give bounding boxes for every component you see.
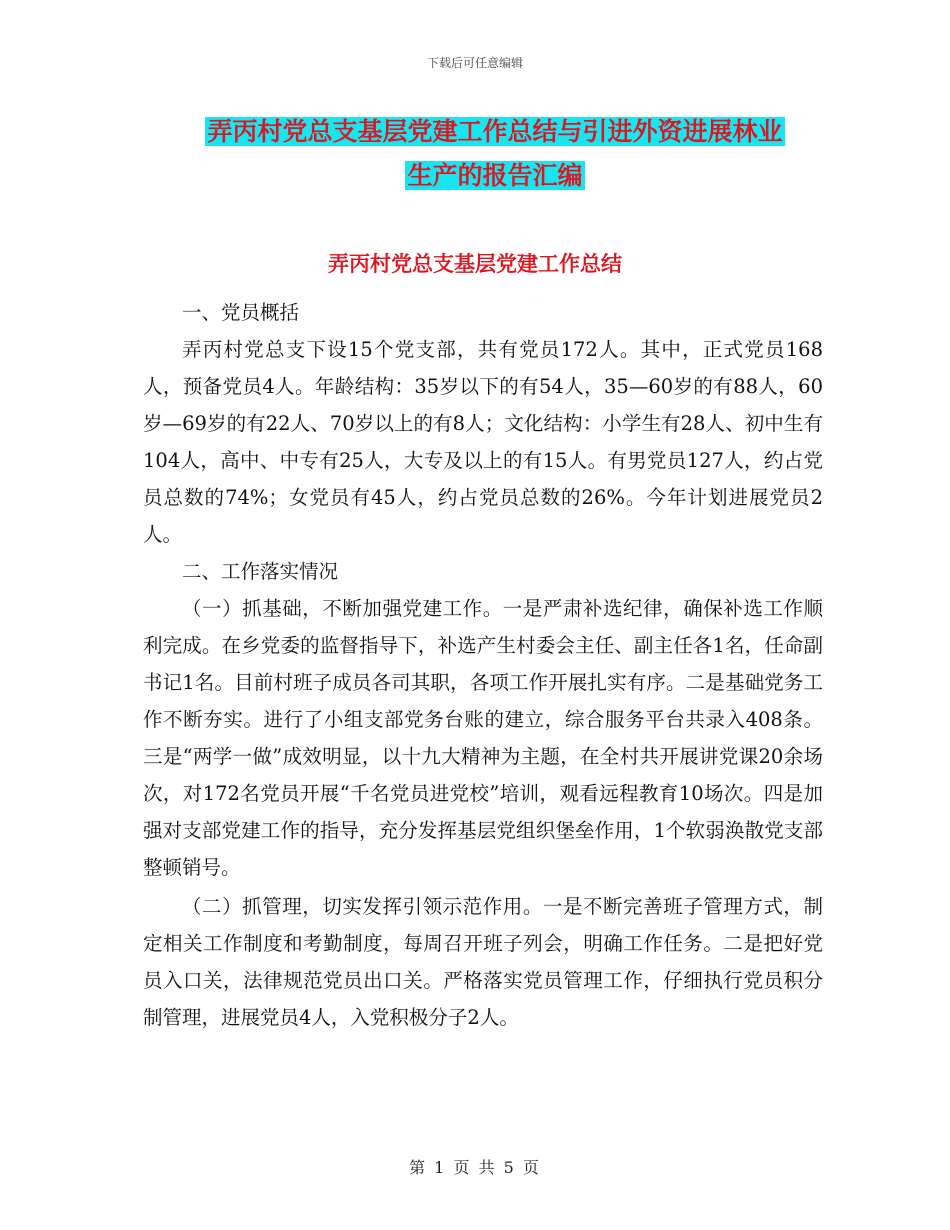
document-title-line-1: 弄丙村党总支基层党建工作总结与引进外资进展林业	[207, 117, 783, 146]
body-text	[143, 294, 823, 1036]
heading-work-implementation: 二、工作落实情况	[182, 560, 339, 583]
header-note: 下载后可任意编辑	[426, 56, 523, 70]
paragraph-member-statistics: 弄丙村党总支下设15个党支部，共有党员172人。其中，正式党员168人，预备党员4人。年龄结构：35岁以下的有54人，35—60岁的有88人，60岁—69岁的有22人、70岁以上的有8人；文化结构：小学生有28人、初中生有104人，高中、中专有25人，大专及以上的有15人。有男党员127人，约占党员总数的74%；女党员有45人，约占党员总数的26%。今年计划进展党员2人。	[143, 338, 823, 546]
document-title	[140, 110, 850, 198]
document-title-line-2: 生产的报告汇编	[407, 161, 583, 190]
page-footer: 第 1 页 共 5 页	[409, 1158, 541, 1177]
paragraph-foundation-work: （一）抓基础，不断加强党建工作。一是严肃补选纪律，确保补选工作顺利完成。在乡党委的监督指导下，补选产生村委会主任、副主任各1名，任命副书记1名。目前村班子成员各司其职，各项工作开展扎实有序。二是基础党务工作不断夯实。进行了小组支部党务台账的建立，综合服务平台共录入408条。三是“两学一做”成效明显，以十九大精神为主题，在全村共开展讲党课20余场次，对172名党员开展“千名党员进党校”培训，观看远程教育10场次。四是加强对支部党建工作的指导，充分发挥基层党组织堡垒作用，1个软弱涣散党支部整顿销号。	[143, 597, 823, 879]
heading-party-members-overview: 一、党员概括	[182, 301, 300, 324]
section-title: 弄丙村党总支基层党建工作总结	[328, 252, 622, 276]
paragraph-management-work: （二）抓管理，切实发挥引领示范作用。一是不断完善班子管理方式，制定相关工作制度和考勤制度，每周召开班子列会，明确工作任务。二是把好党员入口关，法律规范党员出口关。严格落实党员管理工作，仔细执行党员积分制管理，进展党员4人，入党积极分子2人。	[143, 895, 823, 1029]
